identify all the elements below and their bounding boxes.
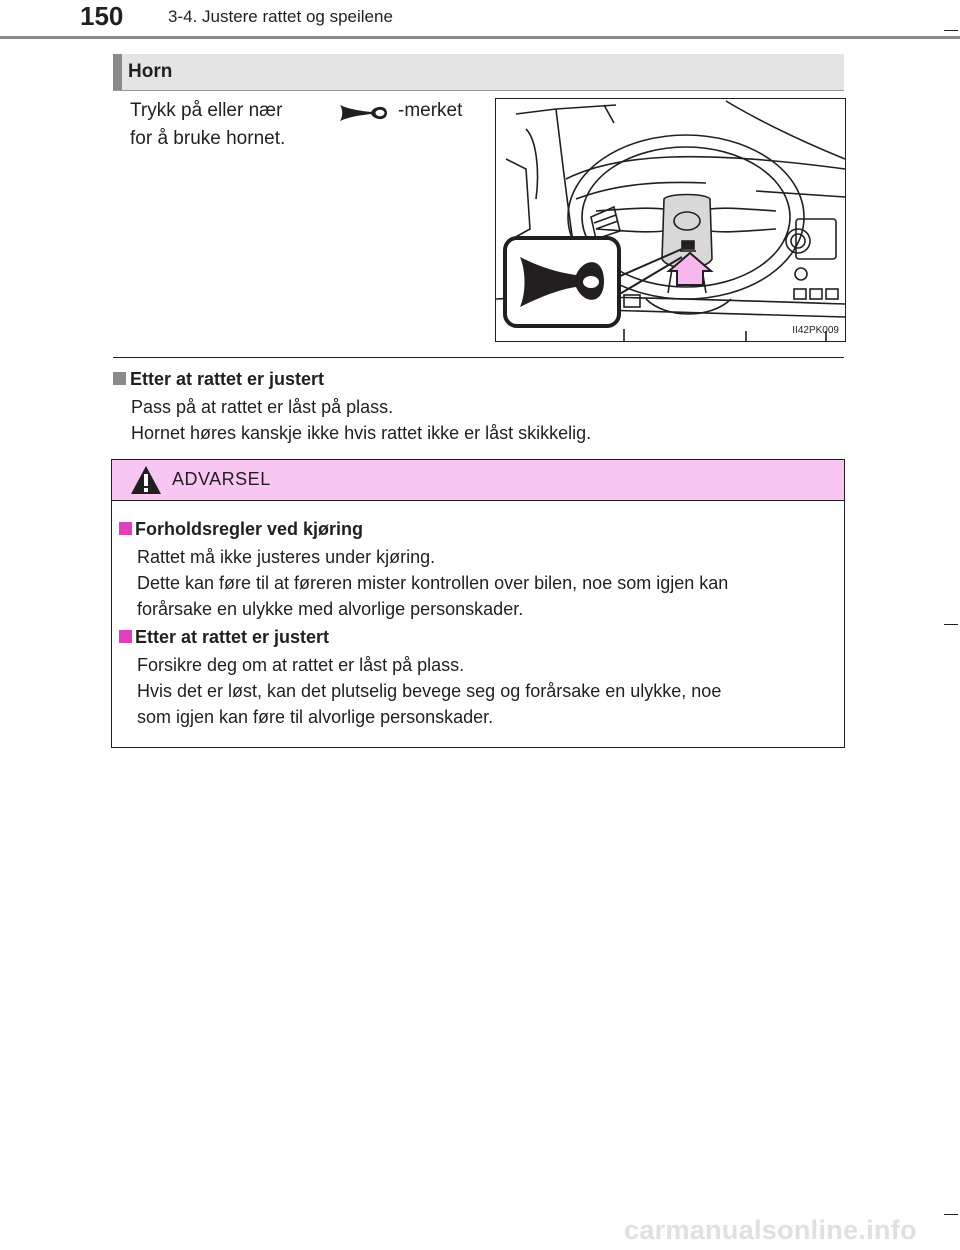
pink-bullet <box>119 522 132 535</box>
warning-item1-line2: Dette kan føre til at føreren mister kontrollen over bilen, noe som igjen kan <box>137 573 729 593</box>
steering-wheel-drawing <box>496 99 845 341</box>
horn-intro-line2: for å bruke hornet. <box>130 128 286 149</box>
horn-title-bar <box>113 54 844 91</box>
warning-triangle-icon <box>130 465 162 495</box>
warning-item2-line1: Forsikre deg om at rattet er låst på plass. <box>137 655 465 675</box>
warning-item1-line3: forårsake en ulykke med alvorlige personskader. <box>137 599 524 619</box>
page-number: 150 <box>80 1 124 31</box>
horn-icon <box>337 102 389 124</box>
gray-bullet <box>113 372 126 385</box>
illustration-code: II42PK009 <box>792 325 839 336</box>
steering-wheel-illustration <box>495 98 846 342</box>
crop-mark <box>944 624 958 625</box>
after-adjust-heading: Etter at rattet er justert <box>130 369 325 389</box>
warning-item1-heading: Forholdsregler ved kjøring <box>135 519 364 539</box>
crop-mark <box>944 30 958 31</box>
warning-item2-line3: som igjen kan føre til alvorlige personskader. <box>137 707 494 727</box>
pink-bullet <box>119 630 132 643</box>
after-adjust-line1: Pass på at rattet er låst på plass. <box>131 397 394 417</box>
watermark: carmanualsonline.info <box>624 1215 917 1245</box>
warning-label: ADVARSEL <box>172 469 271 489</box>
horn-section-title: Horn <box>128 61 173 82</box>
crop-mark <box>944 1214 958 1215</box>
after-adjust-line2: Hornet høres kanskje ikke hvis rattet ikke er låst skikkelig. <box>131 423 592 443</box>
header-rule <box>0 36 960 39</box>
warning-item1-line1: Rattet må ikke justeres under kjøring. <box>137 547 436 567</box>
section-divider <box>113 357 844 358</box>
warning-item2-line2: Hvis det er løst, kan det plutselig bevege seg og forårsake en ulykke, noe <box>137 681 722 701</box>
title-bar-accent <box>113 54 122 90</box>
warning-item2-heading: Etter at rattet er justert <box>135 627 330 647</box>
section-title: 3-4. Justere rattet og speilene <box>168 7 393 26</box>
horn-intro-line1-b: -merket <box>398 100 463 121</box>
horn-intro-line1-a: Trykk på eller nær <box>130 100 283 121</box>
